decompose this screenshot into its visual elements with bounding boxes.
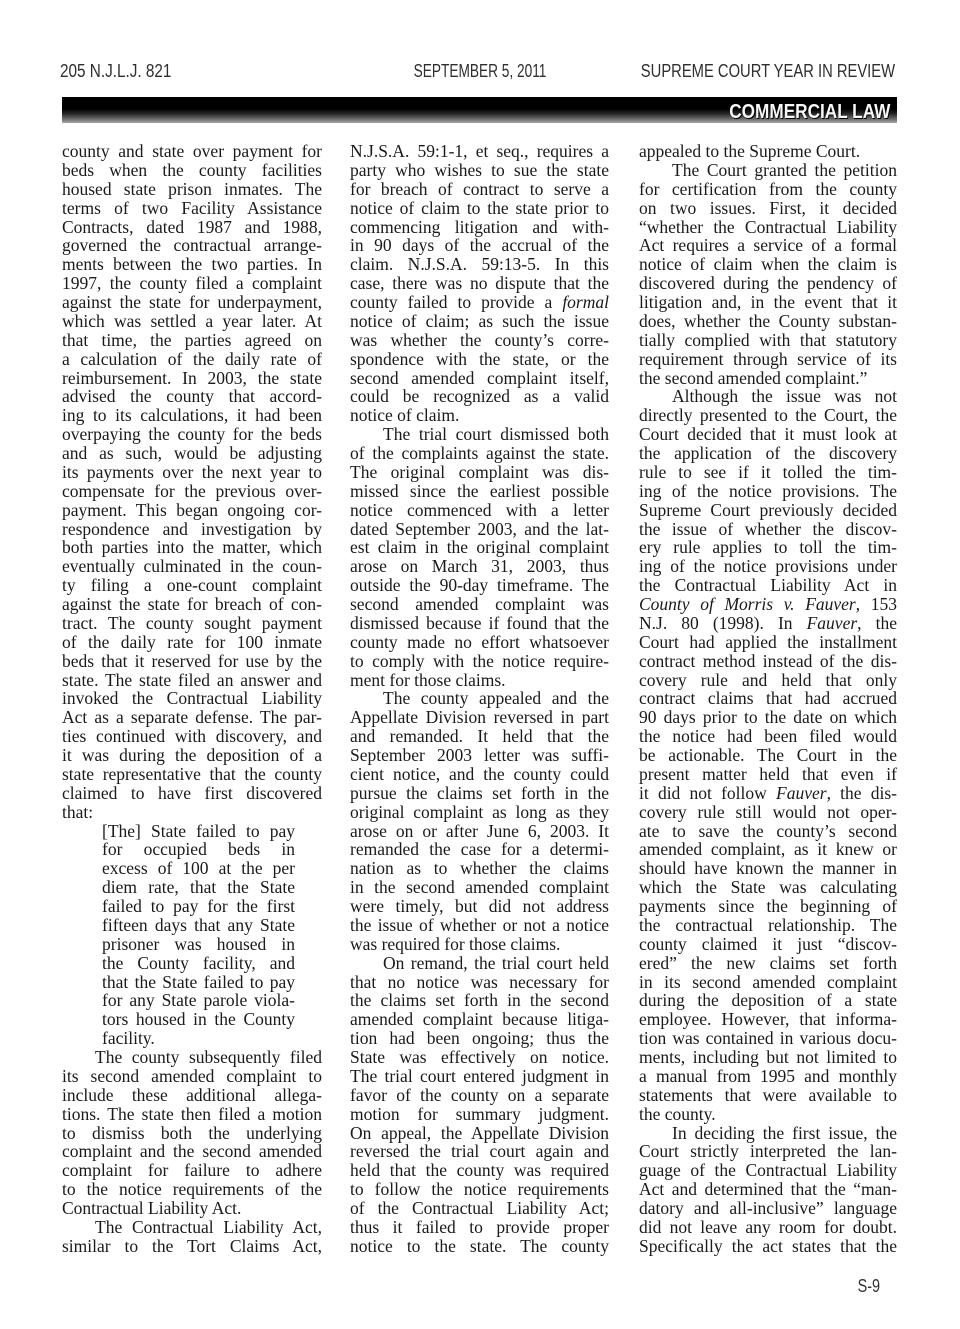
text-line: ate to save the county’s second: [639, 820, 897, 841]
text-line: [350, 293, 609, 312]
text-line: contract claims that had accrued: [639, 688, 897, 709]
text-line: Act as a separate defense. The par-: [62, 707, 322, 728]
page-number: S-9: [857, 1276, 880, 1296]
text-line: thus it failed to provide proper: [350, 1216, 609, 1237]
text-line: Although the issue was not: [672, 386, 897, 407]
text-line: The county subsequently filed: [95, 1047, 322, 1067]
text-line: which was settled a year later. At: [62, 310, 322, 331]
text-line: beds when the county facilities: [62, 159, 322, 180]
text-line: invoked the Contractual Liability: [62, 688, 322, 709]
text-line: notice commenced with a letter: [350, 499, 609, 520]
text-line: governed the contractual arrange-: [62, 235, 322, 256]
text-line: guage of the Contractual Liability: [639, 1160, 897, 1181]
block-quote: [102, 822, 295, 1049]
text-line: Court decided that it must look at: [639, 424, 897, 445]
text-line: the issue of whether the discov-: [639, 518, 897, 539]
text-line: for any State parole viola-: [102, 990, 295, 1011]
text-line: it was during the deposition of a: [62, 745, 322, 765]
text-line: state. The state filed an answer and: [62, 669, 322, 690]
text-line: county and state over payment for: [62, 141, 322, 161]
text-line: remanded the case for a determi-: [350, 839, 609, 860]
text-line: The trial court dismissed both: [383, 424, 609, 445]
text-line: advised the county that accord-: [62, 386, 322, 407]
text-line: the issue of whether or not a notice: [350, 914, 609, 935]
text-line: include these additional allega-: [62, 1084, 322, 1105]
text-line: ing of the notice provisions under: [639, 556, 897, 577]
text-line: favor of the county on a separate: [350, 1084, 609, 1105]
text-line: during the deposition of a state: [639, 990, 897, 1011]
text-line: spondence with the state, or the: [350, 348, 609, 369]
text-line: tors housed in the County: [102, 1009, 295, 1030]
text-line: the Contractual Liability Act in: [639, 575, 897, 596]
text-line: payments since the beginning of: [639, 896, 897, 916]
text-line: 1997, the county filed a complaint: [62, 273, 322, 294]
text-line: [The] State failed to pay: [102, 820, 295, 841]
text-line: pursue the claims set forth in the: [350, 782, 609, 803]
text-line: to dismiss both the underlying: [62, 1122, 322, 1143]
text-line: to the notice requirements of the: [62, 1179, 322, 1200]
text-line: The Contractual Liability Act,: [95, 1216, 322, 1237]
text-line: Specifically the act states that the: [639, 1235, 897, 1256]
text-line: ing of the notice provisions. The: [639, 480, 897, 501]
text-line: the county.: [639, 1103, 716, 1124]
text-line: covery rule still would not oper-: [639, 801, 897, 822]
text-line: claim. N.J.S.A. 59:13-5. In this: [350, 254, 609, 275]
text-line: ery rule applies to toll the tim-: [639, 537, 897, 558]
text-line: the County facility, and: [102, 952, 295, 973]
text-line: housed state prison inmates. The: [62, 178, 322, 199]
text-run: county failed to provide a: [350, 292, 563, 312]
text-line: to follow the notice requirements: [350, 1179, 609, 1200]
text-line: Court had applied the installment: [639, 631, 897, 652]
text-line: Act requires a service of a formal: [639, 235, 897, 256]
text-line: for occupied beds in: [102, 839, 295, 860]
text-line: terms of two Facility Assistance: [62, 197, 322, 218]
text-line: payment. This began ongoing cor-: [62, 499, 322, 520]
text-line: ties continued with discovery, and: [62, 726, 322, 747]
text-line: fifteen days that any State: [102, 914, 295, 935]
paragraph: [62, 1218, 322, 1256]
italic-text: Fauver: [806, 612, 858, 633]
text-line: N.J.S.A. 59:1-1, et seq., requires a: [350, 141, 609, 161]
text-line: a manual from 1995 and monthly: [639, 1065, 897, 1086]
text-line: ments, including but not limited to: [639, 1047, 897, 1067]
text-line: was required for those claims.: [350, 933, 561, 954]
text-line: against the state for breach of con-: [62, 594, 322, 614]
text-line: The original complaint was dis-: [350, 461, 609, 482]
text-line: in the second amended complaint: [350, 877, 609, 898]
text-line: appealed to the Supreme Court.: [639, 141, 861, 161]
text-line: reversed the trial court again and: [350, 1141, 609, 1162]
text-line: should have known the manner in: [639, 858, 897, 879]
text-line: tions. The state then filed a motion: [62, 1103, 322, 1124]
text-line: tion had been ongoing; thus the: [350, 1028, 609, 1049]
text-line: of the Contractual Liability Act;: [350, 1198, 609, 1218]
issue-date: SEPTEMBER 5, 2011: [413, 61, 547, 81]
text-line: dismissed because if found that the: [350, 612, 609, 633]
text-line: respondence and investigation by: [62, 518, 322, 539]
text-line: present matter held that even if: [639, 763, 897, 784]
text-line: state representative that the county: [62, 763, 322, 784]
text-line: amended complaint, as it knew or: [639, 839, 897, 860]
text-line: were timely, but did not address: [350, 896, 609, 916]
text-run: N.J. 80 (1998). In: [639, 612, 807, 633]
text-line: [639, 784, 897, 803]
text-line: notice of claim.: [350, 405, 460, 426]
text-line: ing to its calculations, it had been: [62, 405, 322, 426]
text-line: notice to the state. The county: [350, 1235, 609, 1256]
italic-text: Fauver: [776, 782, 827, 803]
text-line: On appeal, the Appellate Division: [350, 1122, 609, 1143]
text-line: “whether the Contractual Liability: [639, 216, 897, 237]
text-line: commencing litigation and with-: [350, 216, 609, 237]
text-line: notice of claim; as such the issue: [350, 310, 609, 331]
text-line: of the complaints against the state.: [350, 443, 609, 463]
text-line: ty filing a one-count complaint: [62, 575, 322, 596]
text-line: outside the 90-day timeframe. The: [350, 575, 609, 596]
text-line: litigation and, in the event that it: [639, 292, 897, 312]
text-line: cient notice, and the county could: [350, 763, 609, 784]
text-line: ered” the new claims set forth: [639, 952, 897, 973]
text-line: the notice had been filed would: [639, 726, 897, 747]
text-line: county made no effort whatsoever: [350, 631, 609, 652]
text-line: was whether the county’s corre-: [350, 329, 609, 350]
text-line: prisoner was housed in: [102, 933, 295, 954]
paragraph: [639, 387, 897, 1123]
text-line: statements that were available to: [639, 1084, 897, 1105]
text-line: that time, the parties agreed on: [62, 329, 322, 350]
text-line: notice of claim to the state prior to: [350, 197, 609, 218]
text-line: case, there was no dispute that the: [350, 273, 609, 294]
text-line: similar to the Tort Claims Act,: [62, 1235, 322, 1256]
text-line: The trial court entered judgment in: [350, 1065, 609, 1086]
text-line: The Court granted the petition: [672, 159, 897, 180]
text-line: and remanded. It held that the: [350, 726, 609, 747]
paragraph: [639, 1124, 897, 1256]
text-line: covery rule and held that only: [639, 669, 897, 690]
text-line: for certification from the county: [639, 178, 897, 199]
text-run: , the: [857, 612, 897, 633]
paragraph: [350, 689, 609, 953]
section-name: SUPREME COURT YEAR IN REVIEW: [640, 61, 895, 81]
section-banner-title: COMMERCIAL LAW: [728, 101, 890, 123]
text-line: party who wishes to sue the state: [350, 159, 609, 180]
text-line: Contracts, dated 1987 and 1988,: [62, 216, 322, 237]
text-line: directly presented to the Court, the: [639, 405, 897, 426]
paragraph: [350, 142, 609, 425]
text-line: nation as to whether the claims: [350, 858, 609, 879]
text-line: [639, 595, 897, 614]
text-line: its second amended complaint to: [62, 1065, 322, 1086]
text-line: State was effectively on notice.: [350, 1047, 609, 1067]
text-line: The county appealed and the: [383, 688, 609, 709]
paragraph: [639, 161, 897, 388]
text-line: complaint for failure to adhere: [62, 1160, 322, 1181]
text-line: ment for those claims.: [350, 669, 506, 690]
text-line: county claimed it just “discov-: [639, 933, 897, 954]
text-line: discovered during the pendency of: [639, 273, 897, 294]
text-line: could be recognized as a valid: [350, 386, 609, 407]
text-line: In deciding the first issue, the: [672, 1122, 897, 1143]
text-line: second amended complaint was: [350, 594, 609, 614]
text-line: held that the county was required: [350, 1160, 609, 1181]
text-line: dated September 2003, and the lat-: [350, 518, 609, 539]
italic-text: County of Morris v. Fauver: [639, 594, 856, 614]
text-line: the second amended complaint.”: [639, 367, 868, 388]
text-line: motion for summary judgment.: [350, 1103, 609, 1124]
text-line: be actionable. The Court in the: [639, 745, 897, 765]
text-run: , 153: [855, 594, 897, 614]
text-line: eventually culminated in the coun-: [62, 556, 322, 577]
text-line: reimbursement. In 2003, the state: [62, 367, 322, 388]
publication-citation: 205 N.J.L.J. 821: [60, 61, 172, 81]
text-line: employee. However, that informa-: [639, 1009, 897, 1030]
text-line: 90 days prior to the date on which: [639, 707, 897, 728]
text-line: notice of claim when the claim is: [639, 254, 897, 275]
text-line: both parties into the matter, which: [62, 537, 322, 558]
text-line: its payments over the next year to: [62, 461, 322, 482]
text-line: that no notice was necessary for: [350, 971, 609, 992]
text-line: of the daily rate for 100 inmate: [62, 631, 322, 652]
text-line: amended complaint because litiga-: [350, 1009, 609, 1030]
paragraph: [350, 425, 609, 689]
text-line: in its second amended complaint: [639, 971, 897, 992]
text-line: Court strictly interpreted the lan-: [639, 1141, 897, 1162]
text-line: original complaint as long as they: [350, 801, 609, 822]
text-line: that:: [62, 801, 94, 822]
italic-text: formal: [562, 292, 609, 312]
text-line: tially complied with that statutory: [639, 329, 897, 350]
text-line: arose on or after June 6, 2003. It: [350, 820, 609, 841]
text-line: ments between the two parties. In: [62, 254, 322, 275]
text-line: the contractual relationship. The: [639, 914, 897, 935]
text-line: Act and determined that the “man-: [639, 1179, 897, 1200]
text-line: beds that it reserved for use by the: [62, 650, 322, 671]
paragraph: [350, 954, 609, 1256]
article-column-1: [62, 142, 322, 1256]
paragraph: [639, 142, 897, 161]
section-banner: [62, 97, 897, 123]
text-line: rule to see if it tolled the tim-: [639, 461, 897, 482]
text-line: compensate for the previous over-: [62, 480, 322, 501]
text-line: Appellate Division reversed in part: [350, 707, 609, 728]
text-line: datory and all-inclusive” language: [639, 1198, 897, 1218]
text-line: On remand, the trial court held: [383, 952, 609, 973]
paragraph: [62, 1048, 322, 1218]
text-line: claimed to have first discovered: [62, 782, 322, 803]
text-line: Supreme Court previously decided: [639, 499, 897, 520]
article-column-2: [350, 142, 609, 1256]
text-line: contract method instead of the dis-: [639, 650, 897, 671]
text-line: complaint and the second amended: [62, 1141, 322, 1162]
text-line: overpaying the county for the beds: [62, 424, 322, 445]
text-line: against the state for underpayment,: [62, 292, 322, 312]
text-line: does, whether the County substan-: [639, 310, 897, 331]
text-run: it did not follow: [639, 782, 777, 803]
text-line: did not leave any room for doubt.: [639, 1216, 897, 1237]
text-line: tion was contained in various docu-: [639, 1028, 897, 1049]
text-line: to comply with the notice require-: [350, 650, 609, 671]
text-line: facility.: [102, 1028, 155, 1049]
text-line: and as such, would be adjusting: [62, 443, 322, 463]
text-line: the application of the discovery: [639, 443, 897, 463]
text-line: requirement through service of its: [639, 348, 897, 369]
text-line: tract. The county sought payment: [62, 612, 322, 633]
text-line: failed to pay for the first: [102, 896, 295, 916]
text-line: diem rate, that the State: [102, 877, 295, 898]
text-line: which the State was calculating: [639, 877, 897, 898]
text-line: excess of 100 at the per: [102, 858, 295, 879]
article-column-3: [639, 142, 897, 1256]
text-line: on two issues. First, it decided: [639, 197, 897, 218]
text-line: [639, 614, 897, 633]
text-line: Contractual Liability Act.: [62, 1198, 242, 1218]
text-line: the claims set forth in the second: [350, 990, 609, 1011]
text-line: for breach of contract to serve a: [350, 178, 609, 199]
text-line: in 90 days of the accrual of the: [350, 235, 609, 256]
text-line: est claim in the original complaint: [350, 537, 609, 558]
text-run: , the dis-: [826, 782, 897, 803]
text-line: September 2003 letter was suffi-: [350, 745, 609, 765]
text-line: arose on March 31, 2003, thus: [350, 556, 609, 577]
paragraph: [62, 142, 322, 822]
text-line: a calculation of the daily rate of: [62, 348, 322, 369]
text-line: that the State failed to pay: [102, 971, 295, 992]
text-line: missed since the earliest possible: [350, 480, 609, 501]
text-line: second amended complaint itself,: [350, 367, 609, 388]
